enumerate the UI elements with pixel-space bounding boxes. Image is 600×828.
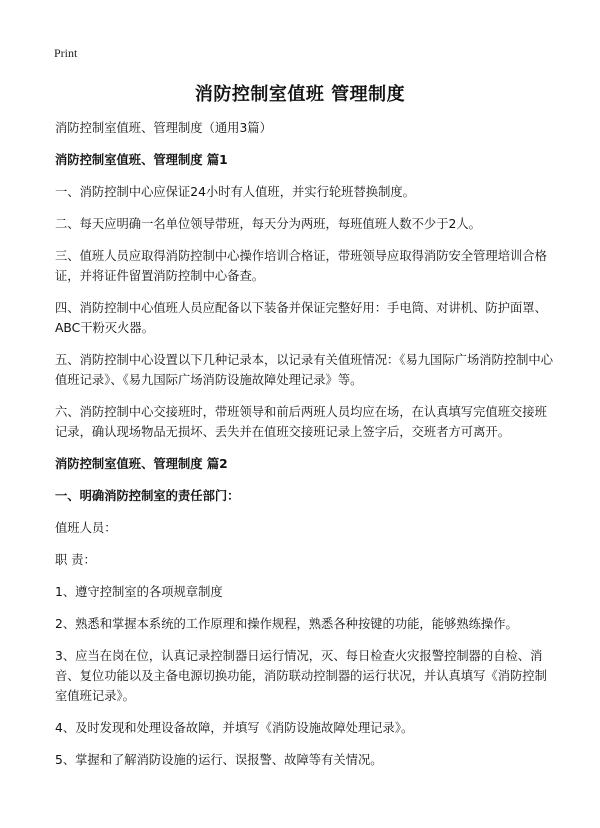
paragraph: 5、掌握和了解消防设施的运行、误报警、故障等有关情况。 bbox=[55, 753, 383, 767]
page-title: 消防控制室值班 管理制度 bbox=[194, 84, 406, 105]
print-link[interactable]: Print bbox=[54, 46, 78, 60]
paragraph: 四、消防控制中心值班人员应配备以下装备并保证完整好用：手电筒、对讲机、防护面罩、ABC干粉灭火器。 bbox=[55, 301, 547, 335]
document-body bbox=[55, 118, 555, 782]
section-2-title: 消防控制室值班、管理制度 篇2 bbox=[55, 457, 228, 471]
paragraph: 职 责： bbox=[55, 553, 96, 567]
paragraph: 一、消防控制中心应保证24小时有人值班，并实行轮班替换制度。 bbox=[55, 185, 415, 199]
paragraph: 4、及时发现和处理设备故障，并填写《消防设施故障处理记录》。 bbox=[55, 721, 414, 735]
document-subtitle: 消防控制室值班、管理制度（通用3篇） bbox=[55, 121, 272, 135]
paragraph: 值班人员： bbox=[55, 521, 117, 535]
section-1-title: 消防控制室值班、管理制度 篇1 bbox=[55, 153, 228, 167]
paragraph: 3、应当在岗在位，认真记录控制器日运行情况，灭、每日检查火灾报警控制器的自检、消音、复位功能以及主备电源切换功能，消防联动控制器的运行状况，并认真填写《消防控制室值班记录》。 bbox=[55, 649, 547, 703]
paragraph: 二、每天应明确一名单位领导带班，每天分为两班，每班值班人数不少于2人。 bbox=[55, 217, 481, 231]
paragraph: 三、值班人员应取得消防控制中心操作培训合格证，带班领导应取得消防安全管理培训合格证，并将证件留置消防控制中心备查。 bbox=[55, 249, 547, 283]
paragraph: 2、熟悉和掌握本系统的工作原理和操作规程，熟悉各种按键的功能，能够熟练操作。 bbox=[55, 617, 518, 631]
section-2-heading: 一、明确消防控制室的责任部门： bbox=[55, 489, 240, 503]
paragraph: 五、消防控制中心设置以下几种记录本，以记录有关值班情况：《易九国际广场消防控制中心值班记录》、《易九国际广场消防设施故障处理记录》等。 bbox=[55, 353, 554, 387]
paragraph: 1、遵守控制室的各项规章制度 bbox=[55, 585, 223, 599]
paragraph: 六、消防控制中心交接班时，带班领导和前后两班人员均应在场，在认真填写完值班交接班记录，确认现场物品无损坏、丢失并在值班交接班记录上签字后，交班者方可离开。 bbox=[55, 405, 547, 439]
